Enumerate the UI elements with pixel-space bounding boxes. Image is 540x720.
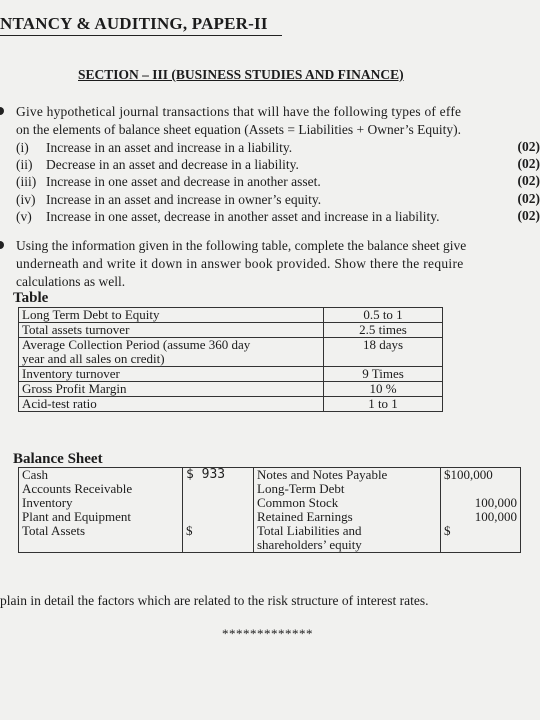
liability-value: 100,000 [441, 510, 521, 524]
liability-name: Common Stock [254, 496, 441, 510]
liability-value: 100,000 [441, 496, 521, 510]
table-row [19, 367, 443, 382]
asset-value [183, 510, 254, 524]
liability-value [441, 538, 521, 553]
liability-name: Retained Earnings [254, 510, 441, 524]
ratio-value: 10 % [324, 382, 443, 397]
q1-intro-line2: on the elements of balance sheet equation (Assets = Liabilities + Owner’s Equity). [16, 122, 461, 137]
q2-line1: Using the information given in the following table, complete the balance sheet give [16, 238, 467, 253]
q1-item-label: (i) [16, 140, 29, 155]
ratio-value: 9 Times [324, 367, 443, 382]
q1-item-text: Decrease in an asset and decrease in a liability. [46, 157, 299, 172]
asset-value [183, 538, 254, 553]
liability-value: $100,000 [441, 468, 521, 483]
q1-item-marks: (02) [517, 173, 540, 188]
asset-value [183, 482, 254, 496]
q1-item-text: Increase in one asset and decrease in another asset. [46, 174, 321, 189]
title-underline [0, 35, 282, 36]
q1-item-label: (iv) [16, 192, 36, 207]
table-row [19, 538, 521, 553]
asset-value [183, 496, 254, 510]
liability-name: Notes and Notes Payable [254, 468, 441, 483]
asset-name: Accounts Receivable [19, 482, 183, 496]
ratio-name: Long Term Debt to Equity [19, 308, 324, 323]
table-row [19, 482, 521, 496]
table-row [19, 510, 521, 524]
table-heading: Table [13, 290, 49, 306]
question-bullet [0, 241, 4, 249]
table-row [19, 524, 521, 538]
table-row [19, 496, 521, 510]
end-stars: ************* [222, 626, 313, 641]
liability-value: $ [441, 524, 521, 538]
table-row [19, 382, 443, 397]
ratio-name: Acid-test ratio [19, 397, 324, 412]
ratio-name-line1: Average Collection Period (assume 360 day [22, 337, 251, 352]
liability-name: Total Liabilities and [254, 524, 441, 538]
question-bullet [0, 107, 4, 115]
asset-name: Plant and Equipment [19, 510, 183, 524]
table-row [19, 308, 443, 323]
q1-intro-line1: Give hypothetical journal transactions that will have the following types of effe [16, 104, 462, 119]
balance-sheet-table [18, 467, 521, 553]
table-row [19, 468, 521, 483]
asset-value: $ [183, 524, 254, 538]
ratio-name: Inventory turnover [19, 367, 324, 382]
q1-item-marks: (02) [517, 139, 540, 154]
table-row [19, 323, 443, 338]
q3-text: plain in detail the factors which are related to the risk structure of interest rates. [0, 593, 429, 608]
ratio-value: 2.5 times [324, 323, 443, 338]
paper-title: NTANCY & AUDITING, PAPER-II [0, 14, 268, 33]
q1-item-label: (iii) [16, 174, 37, 189]
q1-item-marks: (02) [517, 156, 540, 171]
liability-name: shareholders’ equity [254, 538, 441, 553]
ratio-value: 0.5 to 1 [324, 308, 443, 323]
liability-value [441, 482, 521, 496]
q1-item-text: Increase in an asset and increase in a liability. [46, 140, 293, 155]
table-row [19, 338, 443, 367]
ratio-name [19, 338, 324, 367]
q1-item-label: (v) [16, 209, 32, 224]
ratio-value: 18 days [324, 338, 443, 367]
asset-name: Inventory [19, 496, 183, 510]
q1-item-label: (ii) [16, 157, 33, 172]
ratio-name: Gross Profit Margin [19, 382, 324, 397]
q1-item-text: Increase in one asset, decrease in another asset and increase in a liability. [46, 209, 440, 224]
asset-name: Total Assets [19, 524, 183, 538]
q1-item-marks: (02) [517, 191, 540, 206]
ratio-name-line2: year and all sales on credit) [22, 351, 165, 366]
ratio-table [18, 307, 443, 412]
q2-line3: calculations as well. [16, 274, 126, 289]
q2-line2: underneath and write it down in answer book provided. Show there the require [16, 256, 464, 271]
ratio-name: Total assets turnover [19, 323, 324, 338]
asset-name [19, 538, 183, 553]
ratio-value: 1 to 1 [324, 397, 443, 412]
asset-value: $ 933 [183, 468, 254, 483]
section-title: SECTION – III (BUSINESS STUDIES AND FINANCE) [78, 67, 404, 82]
balance-sheet-heading: Balance Sheet [13, 451, 103, 467]
q1-item-marks: (02) [517, 208, 540, 223]
q1-item-text: Increase in an asset and increase in owner’s equity. [46, 192, 322, 207]
asset-name: Cash [19, 468, 183, 483]
liability-name: Long-Term Debt [254, 482, 441, 496]
table-row [19, 397, 443, 412]
